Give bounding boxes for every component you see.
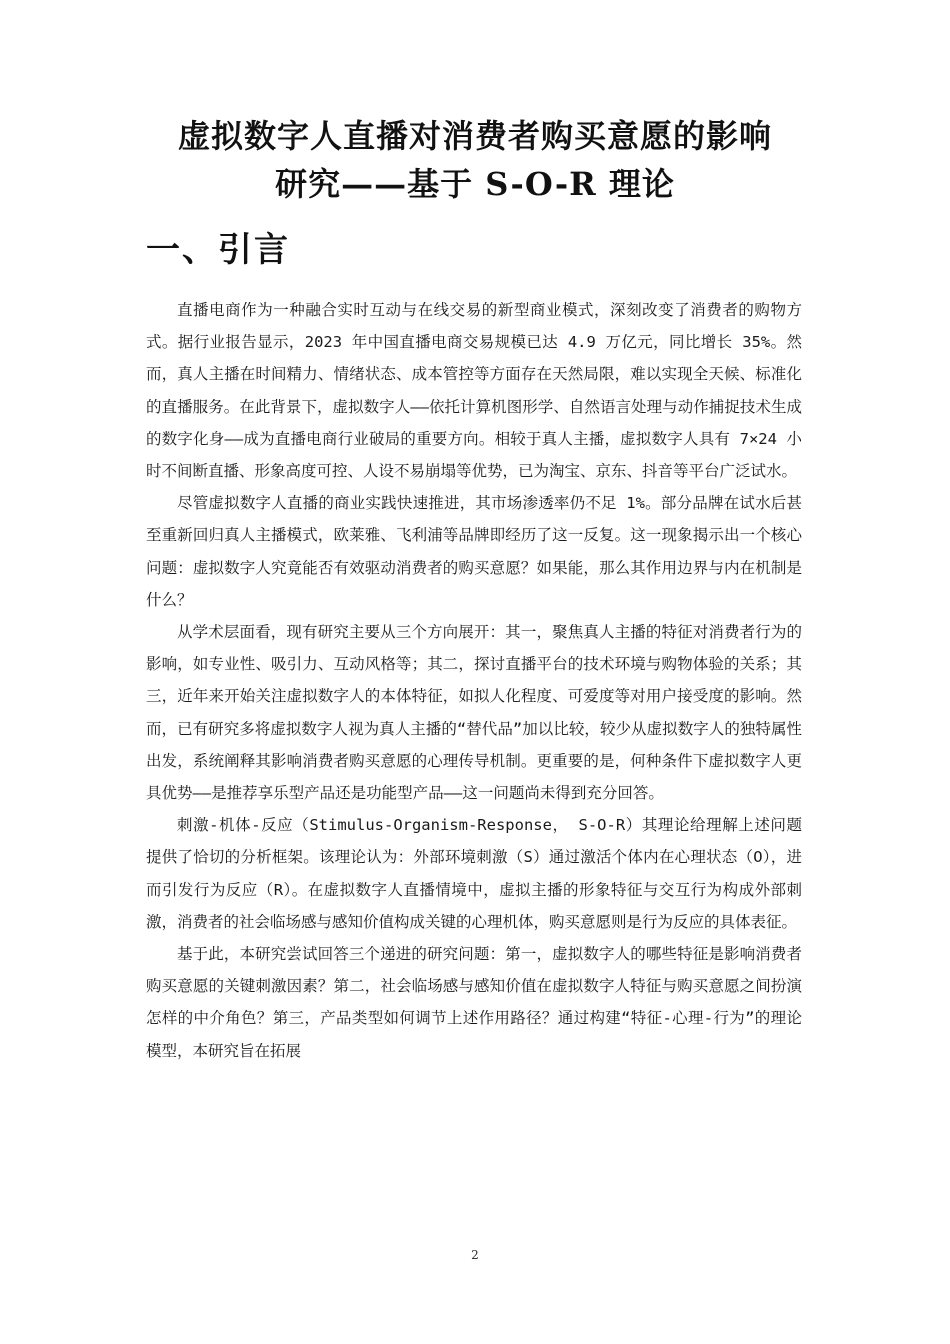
- paragraph: 从学术层面看，现有研究主要从三个方向展开：其一，聚焦真人主播的特征对消费者行为的影响，如专业性、吸引力、互动风格等；其二，探讨直播平台的技术环境与购物体验的关系；其三，近年来开始关注虚拟数字人的本体特征，如拟人化程度、可爱度等对用户接受度的影响。然而，已有研究多将虚拟数字人视为真人主播的“替代品”加以比较，较少从虚拟数字人的独特属性出发，系统阐释其影响消费者购买意愿的心理传导机制。更重要的是，何种条件下虚拟数字人更具优势——是推荐享乐型产品还是功能型产品——这一问题尚未得到充分回答。: [146, 623, 802, 803]
- paragraph: 刺激-机体-反应（Stimulus-Organism-Response， S-O-R）其理论给理解上述问题提供了恰切的分析框架。该理论认为：外部环境刺激（S）通过激活个体内在心理状态（O），进而引发行为反应（R）。在虚拟数字人直播情境中，虚拟主播的形象特征与交互行为构成外部刺激，消费者的社会临场感与感知价值构成关键的心理机体，购买意愿则是行为反应的具体表征。: [146, 816, 802, 931]
- paragraph: 基于此，本研究尝试回答三个递进的研究问题：第一，虚拟数字人的哪些特征是影响消费者购买意愿的关键刺激因素？第二，社会临场感与感知价值在虚拟数字人特征与购买意愿之间扮演怎样的中介角色？第三，产品类型如何调节上述作用路径？通过构建“特征-心理-行为”的理论模型，本研究旨在拓展: [146, 945, 802, 1060]
- paragraph: 尽管虚拟数字人直播的商业实践快速推进，其市场渗透率仍不足 1%。部分品牌在试水后甚至重新回归真人主播模式，欧莱雅、飞利浦等品牌即经历了这一反复。这一现象揭示出一个核心问题：虚拟数字人究竟能否有效驱动消费者的购买意愿？如果能，那么其作用边界与内在机制是什么？: [146, 494, 802, 609]
- title-line-1: 虚拟数字人直播对消费者购买意愿的影响: [177, 117, 772, 155]
- title-line-2: 研究——基于 S-O-R 理论: [275, 165, 675, 203]
- document-title: [120, 112, 830, 208]
- body-text: [146, 294, 802, 1067]
- paragraph: 直播电商作为一种融合实时互动与在线交易的新型商业模式，深刻改变了消费者的购物方式。据行业报告显示，2023 年中国直播电商交易规模已达 4.9 万亿元，同比增长 35%。然而，真人主播在时间精力、情绪状态、成本管控等方面存在天然局限，难以实现全天候、标准化的直播服务。在此背景下，虚拟数字人——依托计算机图形学、自然语言处理与动作捕捉技术生成的数字化身——成为直播电商行业破局的重要方向。相较于真人主播，虚拟数字人具有 7×24 小时不间断直播、形象高度可控、人设不易崩塌等优势，已为淘宝、京东、抖音等平台广泛试水。: [146, 301, 802, 481]
- section-heading: 一、引言: [146, 230, 290, 270]
- page-number: 2: [471, 1248, 479, 1262]
